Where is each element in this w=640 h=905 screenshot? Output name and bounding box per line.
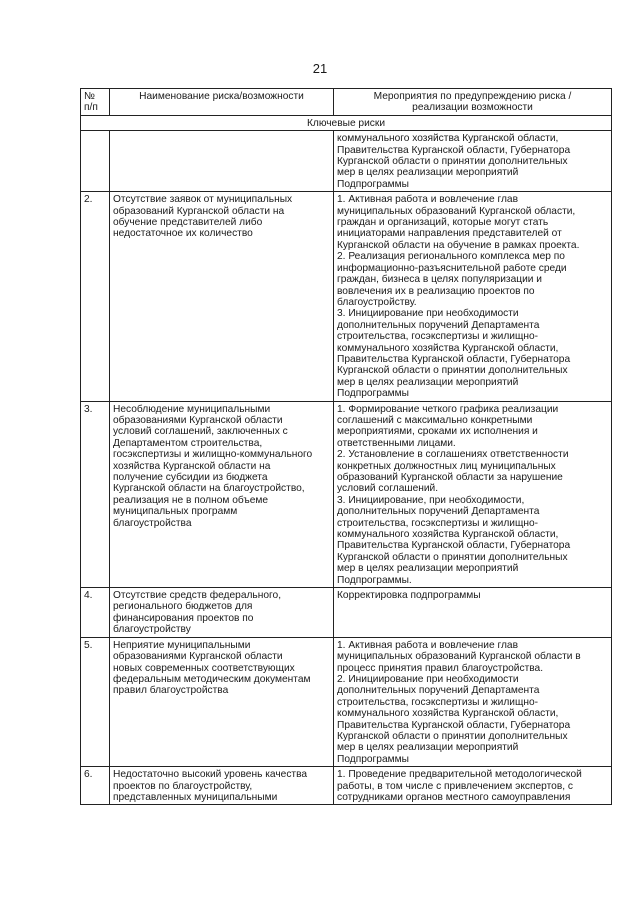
risk-name-line: благоустройства (113, 517, 192, 529)
measure-line: процесс принятия правил благоустройства. (337, 662, 544, 674)
measure-line: сотрудниками органов местного самоуправления (337, 791, 571, 803)
risk-name-cell (110, 131, 334, 192)
row-number: 6. (81, 767, 110, 805)
measure-line: дополнительных поручений Департамента (337, 506, 540, 518)
measure-line: граждан и организаций, которые могут стать (337, 217, 549, 229)
measure-line: строительства, госэкспертизы и жилищно- (337, 696, 539, 708)
risk-name-line: федеральным методическим документам (113, 673, 311, 685)
measure-line: Курганской области о принятии дополнительных (337, 551, 568, 563)
measure-line: соглашений с максимально конкретными (337, 414, 533, 426)
measure-line: мер в целях реализации мероприятий (337, 167, 519, 179)
measure-line: строительства, госэкспертизы и жилищно- (337, 517, 539, 529)
measure-line: 1. Активная работа и вовлечение глав (337, 639, 518, 651)
risk-name-line: недостаточное их количество (113, 228, 253, 240)
measure-line: коммунального хозяйства Курганской области, (337, 708, 559, 720)
header-risk-name-line: Наименование риска/возможности (139, 91, 304, 102)
risk-name-line: образований Курганской области на (113, 205, 285, 217)
measure-line: мероприятиями, сроками их исполнения и (337, 426, 538, 438)
measure-line: коммунального хозяйства Курганской области, (337, 342, 559, 354)
measure-line: 1. Проведение предварительной методологической (337, 769, 582, 781)
header-risk-name (110, 89, 334, 116)
risk-name-line: хозяйства Курганской области на (113, 460, 271, 472)
risk-name-line: Недостаточно высокий уровень качества (113, 769, 308, 781)
measure-line: информационно-разъяснительной работе среди (337, 262, 567, 274)
header-measures (334, 89, 612, 116)
table-row (81, 637, 612, 766)
risk-name-line: благоустройству (113, 624, 191, 636)
risk-name-cell (110, 192, 334, 401)
measure-line: Правительства Курганской области, Губернатора (337, 144, 571, 156)
risk-name-line: проектов по благоустройству, (113, 780, 253, 792)
measure-line: строительства, госэкспертизы и жилищно- (337, 331, 539, 343)
measure-line: благоустройству. (337, 296, 417, 308)
table-row (81, 767, 612, 805)
measure-line: дополнительных поручений Департамента (337, 685, 540, 697)
section-title: Ключевые риски (81, 115, 612, 130)
risk-table (80, 88, 612, 805)
page-number: 21 (312, 61, 328, 76)
risk-name-line: новых современных соответствующих (113, 662, 295, 674)
measure-line: 3. Инициирование, при необходимости, (337, 494, 525, 506)
risk-name-line: представленных муниципальными (113, 791, 278, 803)
header-measures-line: Мероприятия по предупреждению риска / (373, 91, 572, 102)
measure-line: 1. Формирование четкого графика реализации (337, 403, 559, 415)
measure-line: Курганской области о принятии дополнительных (337, 365, 568, 377)
measure-line: коммунального хозяйства Курганской области, (337, 529, 559, 541)
table-row (81, 588, 612, 638)
risk-name-line: Неприятие муниципальными (113, 639, 251, 651)
measure-line: инициаторами направления представителей от (337, 228, 562, 240)
measure-line: Курганской области о принятии дополнительных (337, 156, 568, 168)
row-number: 4. (81, 588, 110, 638)
risk-name-line: обучение представителей либо (113, 217, 263, 229)
measure-line: 2. Установление в соглашениях ответственности (337, 449, 569, 461)
risk-name-line: образованиями Курганской области (113, 651, 283, 663)
measure-line: конкретных должностных лиц муниципальных (337, 460, 556, 472)
measure-line: Подпрограммы (337, 753, 409, 765)
measure-line: Правительства Курганской области, Губернатора (337, 719, 571, 731)
measures-cell (334, 767, 612, 805)
measure-line: Подпрограммы (337, 178, 409, 190)
risk-name-line: правил благоустройства (113, 685, 229, 697)
measure-line: вовлечения их в реализацию проектов по (337, 285, 535, 297)
risk-name-line: финансирования проектов по (113, 612, 254, 624)
risk-name-cell (110, 401, 334, 588)
measure-line: муниципальных образований Курганской области, (337, 205, 576, 217)
measure-line: Корректировка подпрограммы (337, 590, 481, 602)
measure-line: коммунального хозяйства Курганской области, (337, 133, 559, 145)
measures-cell (334, 637, 612, 766)
measure-line: мер в целях реализации мероприятий (337, 563, 519, 575)
header-number-line: п/п (84, 102, 98, 114)
measures-cell (334, 131, 612, 192)
header-row (81, 89, 612, 116)
risk-name-line: муниципальных программ (113, 506, 238, 518)
risk-name-line: условий соглашений, заключенных с (113, 426, 288, 438)
risk-name-line: Курганской области на благоустройство, (113, 483, 305, 495)
section-row (81, 115, 612, 130)
measure-line: 2. Реализация регионального комплекса мер по (337, 251, 565, 263)
risk-name-line: регионального бюджетов для (113, 601, 253, 613)
table-row (81, 401, 612, 588)
measure-line: мер в целях реализации мероприятий (337, 376, 519, 388)
measure-line: 3. Инициирование при необходимости (337, 308, 519, 320)
measure-line: Курганской области на обучение в рамках проекта. (337, 239, 580, 251)
header-number (81, 89, 110, 116)
measure-line: условий соглашений. (337, 483, 439, 495)
risk-name-line: Отсутствие заявок от муниципальных (113, 194, 293, 206)
measure-line: мер в целях реализации мероприятий (337, 742, 519, 754)
risk-name-line: Департаментом строительства, (113, 437, 263, 449)
risk-name-cell (110, 767, 334, 805)
measure-line: Курганской области о принятии дополнительных (337, 730, 568, 742)
measure-line: дополнительных поручений Департамента (337, 319, 540, 331)
risk-name-cell (110, 588, 334, 638)
table-row (81, 192, 612, 401)
risk-name-line: госэкспертизы и жилищно-коммунального (113, 449, 313, 461)
measure-line: ответственными лицами. (337, 437, 456, 449)
risk-name-line: образованиями Курганской области (113, 414, 283, 426)
risk-name-line: получение субсидии из бюджета (113, 472, 268, 483)
measure-line: Правительства Курганской области, Губернатора (337, 353, 571, 365)
row-number (81, 131, 110, 192)
row-number: 2. (81, 192, 110, 401)
measure-line: Подпрограммы. (337, 574, 412, 586)
row-number: 5. (81, 637, 110, 766)
row-number: 3. (81, 401, 110, 588)
header-measures-line: реализации возможности (412, 102, 533, 114)
measure-line: муниципальных образований Курганской области в (337, 651, 581, 663)
measure-line: образований Курганской области за нарушение (337, 472, 563, 483)
risk-name-line: Несоблюдение муниципальными (113, 403, 271, 415)
risk-name-cell (110, 637, 334, 766)
measure-line: 1. Активная работа и вовлечение глав (337, 194, 518, 206)
table-row (81, 131, 612, 192)
measure-line: Подпрограммы (337, 388, 409, 400)
measures-cell (334, 588, 612, 638)
header-number-line: № (84, 91, 95, 102)
measures-cell (334, 401, 612, 588)
risk-name-line: Отсутствие средств федерального, (113, 590, 282, 602)
measure-line: Правительства Курганской области, Губернатора (337, 540, 571, 552)
risk-name-line: реализация не в полном объеме (113, 494, 269, 506)
measure-line: работы, в том числе с привлечением экспертов, с (337, 780, 573, 792)
measure-line: 2. Инициирование при необходимости (337, 673, 519, 685)
measure-line: граждан, бизнеса в целях популяризации и (337, 274, 542, 286)
measures-cell (334, 192, 612, 401)
